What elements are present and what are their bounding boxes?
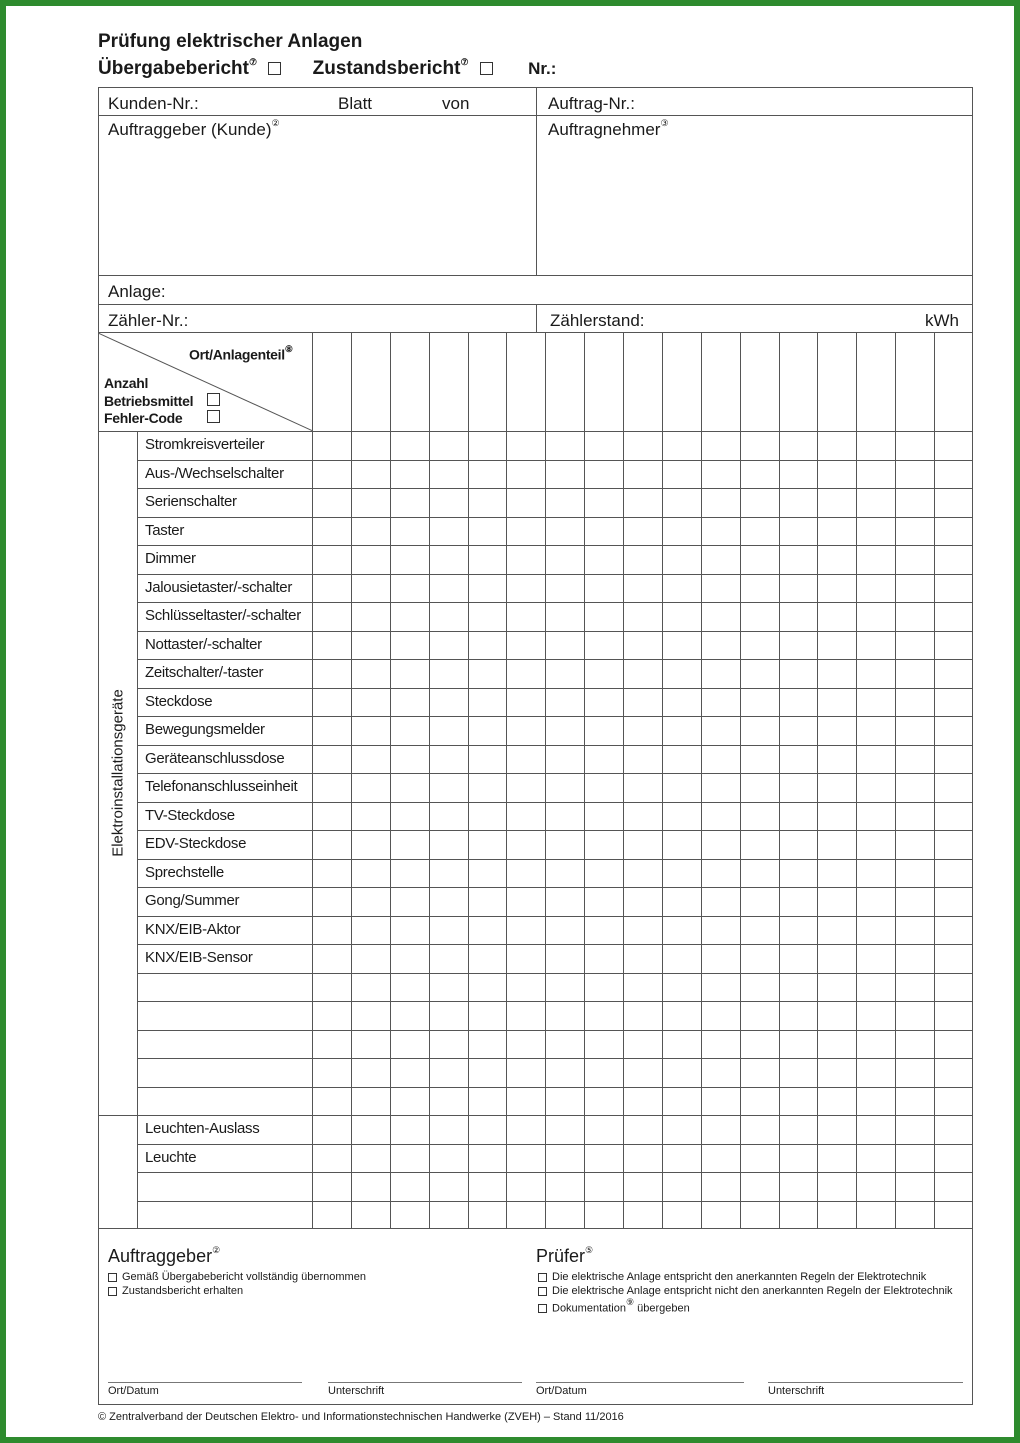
grid-line bbox=[137, 1030, 973, 1031]
grid-line bbox=[137, 1001, 973, 1002]
auftraggeber-field-label: Auftraggeber (Kunde)② bbox=[108, 118, 280, 139]
grid-line bbox=[137, 830, 973, 831]
row-label: KNX/EIB-Sensor bbox=[145, 949, 253, 966]
grid-line bbox=[817, 333, 818, 1229]
row-label: Leuchten-Auslass bbox=[145, 1120, 260, 1137]
grid-line bbox=[584, 333, 585, 1229]
betriebsmittel-checkbox[interactable] bbox=[207, 393, 220, 406]
grid-line bbox=[468, 333, 469, 1229]
grid-line bbox=[895, 333, 896, 1229]
report-number-label: Nr.: bbox=[528, 59, 557, 78]
grid-line bbox=[623, 333, 624, 1229]
pruefer-unterschrift: Unterschrift bbox=[768, 1385, 825, 1397]
fehler-code-label: Fehler-Code bbox=[104, 410, 183, 426]
zaehler-nr-label: Zähler-Nr.: bbox=[108, 311, 189, 330]
grid-line bbox=[98, 1115, 973, 1116]
row-label: Leuchte bbox=[145, 1149, 197, 1166]
grid-line bbox=[740, 333, 741, 1229]
grid-line bbox=[545, 333, 546, 1229]
grid-line bbox=[779, 333, 780, 1229]
row-label: Geräteanschlussdose bbox=[145, 750, 285, 767]
row-label: Telefonanschlusseinheit bbox=[145, 778, 298, 795]
grid-line bbox=[137, 916, 973, 917]
row-label: Bewegungsmelder bbox=[145, 721, 265, 738]
grid-line bbox=[137, 802, 973, 803]
row-label: Gong/Summer bbox=[145, 892, 240, 909]
uebergabebericht-checkbox[interactable] bbox=[268, 62, 281, 75]
ag-unterschrift: Unterschrift bbox=[328, 1385, 385, 1397]
row-label: Jalousietaster/-schalter bbox=[145, 579, 293, 596]
grid-line bbox=[137, 859, 973, 860]
grid-line bbox=[429, 333, 430, 1229]
row-label: Steckdose bbox=[145, 693, 213, 710]
grid-line bbox=[137, 745, 973, 746]
grid-line bbox=[701, 333, 702, 1229]
pruefer-option-1: Die elektrische Anlage entspricht den anerkannten Regeln der Elektrotechnik bbox=[538, 1271, 926, 1283]
grid-line bbox=[137, 631, 973, 632]
row-label: EDV-Steckdose bbox=[145, 835, 247, 852]
row-label: Dimmer bbox=[145, 550, 196, 567]
grid-line bbox=[137, 1144, 973, 1145]
grid-line bbox=[506, 333, 507, 1229]
pruefer-checkbox-2[interactable] bbox=[538, 1287, 547, 1296]
row-label: Serienschalter bbox=[145, 493, 237, 510]
zaehlerstand-label: Zählerstand: bbox=[550, 311, 645, 330]
grid-line bbox=[137, 545, 973, 546]
von-label: von bbox=[442, 94, 470, 113]
ag-option-1: Gemäß Übergabebericht vollständig übernommen bbox=[108, 1271, 366, 1283]
ag-checkbox-2[interactable] bbox=[108, 1287, 117, 1296]
footer-pruefer-title: Prüfer⑤ bbox=[536, 1245, 594, 1266]
pruefer-ort-datum: Ort/Datum bbox=[536, 1385, 587, 1397]
grid-line bbox=[312, 333, 313, 1229]
auftrag-nr-label: Auftrag-Nr.: bbox=[548, 94, 635, 113]
grid-line bbox=[934, 333, 935, 1229]
grid-line bbox=[137, 887, 973, 888]
grid-line bbox=[137, 973, 973, 974]
grid-line bbox=[137, 488, 973, 489]
grid-line bbox=[137, 460, 973, 461]
section-elektroinstallation bbox=[98, 431, 137, 1115]
row-label: KNX/EIB-Aktor bbox=[145, 921, 241, 938]
grid-line bbox=[137, 773, 973, 774]
grid-line bbox=[137, 1058, 973, 1059]
row-label: Zeitschalter/-taster bbox=[145, 664, 264, 681]
ag-checkbox-1[interactable] bbox=[108, 1273, 117, 1282]
form-title: Prüfung elektrischer Anlagen bbox=[98, 31, 363, 52]
footer-auftraggeber-title: Auftraggeber② bbox=[108, 1245, 221, 1266]
grid-line bbox=[351, 333, 352, 1229]
grid-line bbox=[662, 333, 663, 1229]
pruefer-checkbox-3[interactable] bbox=[538, 1304, 547, 1313]
kunden-nr-label: Kunden-Nr.: bbox=[108, 94, 199, 113]
grid-line bbox=[137, 1172, 973, 1173]
anzahl-label: Anzahl bbox=[104, 375, 149, 391]
zustandsbericht-checkbox[interactable] bbox=[480, 62, 493, 75]
grid-line bbox=[137, 602, 973, 603]
grid-line bbox=[137, 517, 973, 518]
fehler-code-checkbox[interactable] bbox=[207, 410, 220, 423]
pruefer-option-3: Dokumentation⑨ übergeben bbox=[538, 1299, 690, 1315]
zustandsbericht-label: Zustandsbericht bbox=[312, 58, 461, 79]
row-label: Taster bbox=[145, 522, 185, 539]
grid-line bbox=[856, 333, 857, 1229]
footnote-7: ⑦ bbox=[248, 56, 258, 67]
grid-line bbox=[137, 574, 973, 575]
anlage-label: Anlage: bbox=[108, 282, 166, 301]
copyright-notice: © Zentralverband der Deutschen Elektro- und Informationstechnischen Handwerke (ZVEH) – Stand 11/2016 bbox=[98, 1411, 624, 1423]
row-label: Nottaster/-schalter bbox=[145, 636, 262, 653]
ag-ort-datum: Ort/Datum bbox=[108, 1385, 159, 1397]
blatt-label: Blatt bbox=[338, 94, 373, 113]
grid-line bbox=[390, 333, 391, 1229]
pruefer-option-2: Die elektrische Anlage entspricht nicht den anerkannten Regeln der Elektrotechnik bbox=[538, 1285, 953, 1297]
section-label: Elektroinstallationsgeräte bbox=[109, 689, 126, 857]
uebergabebericht-label: Übergabebericht bbox=[98, 58, 249, 79]
grid-line bbox=[137, 1087, 973, 1088]
pruefer-checkbox-1[interactable] bbox=[538, 1273, 547, 1282]
footnote-7: ⑦ bbox=[460, 56, 469, 67]
grid-line bbox=[137, 716, 973, 717]
row-label: Schlüsseltaster/-schalter bbox=[145, 607, 301, 624]
row-label: Sprechstelle bbox=[145, 864, 224, 881]
row-label: Aus-/Wechselschalter bbox=[145, 465, 284, 482]
grid-line bbox=[137, 659, 973, 660]
grid-line bbox=[98, 431, 973, 432]
auftragnehmer-field-label: Auftragnehmer③ bbox=[548, 118, 669, 139]
row-label: Stromkreisverteiler bbox=[145, 436, 265, 453]
ort-anlagenteil-label: Ort/Anlagenteil⑧ bbox=[189, 344, 293, 363]
betriebsmittel-label: Betriebsmittel bbox=[104, 393, 194, 409]
kwh-unit: kWh bbox=[925, 311, 959, 330]
grid-line bbox=[137, 944, 973, 945]
grid-line bbox=[137, 688, 973, 689]
row-label: TV-Steckdose bbox=[145, 807, 235, 824]
ag-option-2: Zustandsbericht erhalten bbox=[108, 1285, 243, 1297]
report-type-row bbox=[98, 58, 556, 80]
grid-line bbox=[137, 1201, 973, 1202]
